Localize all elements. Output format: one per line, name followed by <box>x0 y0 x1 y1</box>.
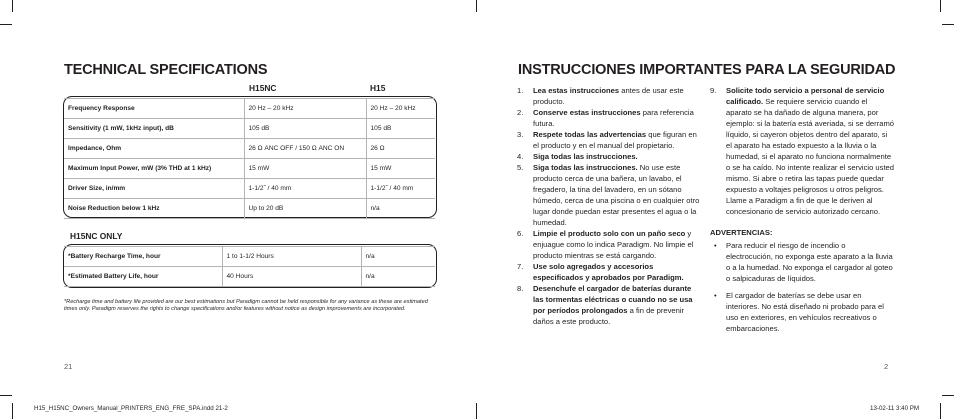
item-bold-text: Limpie el producto solo con un paño seco <box>533 229 686 238</box>
list-item <box>517 85 701 107</box>
spec-value-h15: 26 Ω <box>366 139 435 159</box>
item-bold-text: Siga todas las instrucciones. <box>533 152 638 161</box>
item-number: 3. <box>517 130 524 139</box>
crop-mark <box>12 403 13 419</box>
spec-value-h15: n/a <box>361 247 435 267</box>
spec-label: *Battery Recharge Time, hour <box>64 247 222 267</box>
table-row <box>64 99 435 119</box>
crop-mark <box>12 0 13 12</box>
item-text: a fin de prevenir daños a este producto. <box>533 306 685 326</box>
item-bold-text: Use solo agregados y accesorios especificados y aprobados por Paradigm. <box>533 262 684 282</box>
battery-footnote: *Recharge time and battery life provided are our best estimations but Paradigm cannot be held responsible for any variance as these are estimated times only. Paradigm reserves the rights to change specifications and/or features without notice as design improvements are incorporated. <box>64 299 428 312</box>
page-number-left: 21 <box>64 362 73 371</box>
item-bold-text: Respete todas las advertencias <box>533 130 647 139</box>
item-number: 7. <box>517 262 524 271</box>
spec-table <box>64 98 435 219</box>
spec-label: Noise Reduction below 1 kHz <box>64 199 244 219</box>
crop-mark <box>0 24 12 25</box>
list-item <box>517 162 701 228</box>
list-item <box>517 151 701 162</box>
footer-datetime: 13-02-11 3:40 PM <box>870 405 920 412</box>
item-bold-text: Solicite todo servicio a personal de servicio calificado. <box>726 86 885 106</box>
safety-list-col1 <box>517 85 701 327</box>
h15nc-only-table <box>64 246 435 287</box>
table-row <box>64 139 435 159</box>
warning-item <box>714 240 894 284</box>
item-number: 8. <box>517 284 524 293</box>
table-row <box>64 247 435 267</box>
spec-value-h15nc: 105 dB <box>244 119 366 139</box>
item-text: No use este producto cerca de una bañera, un lavabo, el fregadero, la tina del lavadero, en un sótano húmedo, cerca de una piscina o en cualquier otro lugar donde puedan estar presentes el agua o la humedad. <box>533 163 700 227</box>
item-number: 5. <box>517 163 524 172</box>
crop-mark <box>940 0 941 12</box>
spec-value-h15nc: 1-1/2˝ / 40 mm <box>244 179 366 199</box>
table-row <box>64 199 435 219</box>
table-row <box>64 267 435 287</box>
spec-value-h15nc: 40 Hours <box>222 267 361 287</box>
spec-value-h15: 15 mW <box>366 159 435 179</box>
item-bold-text: Lea estas instrucciones <box>533 86 620 95</box>
list-item <box>517 129 701 151</box>
page-number-right: 2 <box>884 362 889 371</box>
list-item <box>517 228 701 261</box>
crop-mark <box>942 395 954 396</box>
spec-label: *Estimated Battery Life, hour <box>64 267 222 287</box>
spec-value-h15nc: Up to 20 dB <box>244 199 366 219</box>
item-bold-text: Desenchufe el cargador de baterías durante las tormentas eléctricas o cuando no se usa por períodos prolongados <box>533 284 693 315</box>
item-text: que figuran en el producto y en el manual del propietario. <box>533 130 697 150</box>
safety-title: INSTRUCCIONES IMPORTANTES PARA LA SEGURIDAD <box>518 62 896 78</box>
spec-value-h15: 1-1/2˝ / 40 mm <box>366 179 435 199</box>
item-text: antes de usar este producto. <box>533 86 684 106</box>
column-header-h15: H15 <box>370 83 386 93</box>
bullet-icon: • <box>714 291 717 300</box>
column-header-h15nc: H15NC <box>249 83 277 93</box>
h15nc-only-title: H15NC ONLY <box>70 231 123 241</box>
item-number: 2. <box>517 108 524 117</box>
warning-text: El cargador de baterías se debe usar en interiores. No está diseñado ni probado para el uso en exteriores, en vehículos recreativos o embarcaciones. <box>726 291 884 333</box>
crop-mark <box>942 24 954 25</box>
list-item <box>517 261 701 283</box>
spec-value-h15: n/a <box>366 199 435 219</box>
warning-text: Para reducir el riesgo de incendio o electrocución, no exponga este aparato a la lluvia o a la humedad. No exponga el cargador al goteo o salpicaduras de líquidos. <box>726 241 893 283</box>
item-text: y enjuague como lo indica Paradigm. No limpie el producto mientras se está cargando. <box>533 229 694 260</box>
list-item <box>517 283 701 327</box>
safety-list-col2 <box>710 85 894 340</box>
item-number: 1. <box>517 86 524 95</box>
table-row <box>64 159 435 179</box>
spec-label: Maximum Input Power, mW (3% THD at 1 kHz) <box>64 159 244 179</box>
crop-mark <box>0 395 12 396</box>
item-text: para referencia futura. <box>533 108 694 128</box>
item-number: 6. <box>517 229 524 238</box>
footer-filename: H15_H15NC_Owners_Manual_PRINTERS_ENG_FRE_SPA.indd 21-2 <box>34 405 228 412</box>
spec-label: Impedance, Ohm <box>64 139 244 159</box>
crop-mark <box>476 0 477 12</box>
item-bold-text: Conserve estas instrucciones <box>533 108 641 117</box>
spec-label: Frequency Response <box>64 99 244 119</box>
spec-value-h15: 105 dB <box>366 119 435 139</box>
warnings-title: ADVERTENCIAS: <box>710 228 773 237</box>
item-number: 4. <box>517 152 524 161</box>
list-item <box>517 107 701 129</box>
table-row <box>64 179 435 199</box>
tech-specs-title: TECHNICAL SPECIFICATIONS <box>64 62 268 78</box>
item-text: Se requiere servicio cuando el aparato se ha dañado de alguna manera, por ejemplo: si la batería está averiada, si se derramó líquido, si cayeron objetos dentro del aparato, si el aparato ha estado expuesto a la lluvia o la humedad, si el aparato no funciona normalmente o se ha caído. No intente realizar el servicio usted mismo. Si abre o retira las tapas puede quedar expuesto a voltajes peligrosos u otros peligros. Llame a Paradigm a fin de que le deriven al concesionario de servicio autorizado cercano. <box>726 97 894 216</box>
spec-value-h15nc: 20 Hz – 20 kHz <box>244 99 366 119</box>
crop-mark <box>476 403 477 419</box>
spec-value-h15: 20 Hz – 20 kHz <box>366 99 435 119</box>
spec-value-h15nc: 1 to 1-1/2 Hours <box>222 247 361 267</box>
bullet-icon: • <box>714 241 717 250</box>
warning-item <box>714 290 894 334</box>
spec-value-h15nc: 26 Ω ANC OFF / 150 Ω ANC ON <box>244 139 366 159</box>
spec-label: Driver Size, in/mm <box>64 179 244 199</box>
table-row <box>64 119 435 139</box>
item-number: 9. <box>710 86 717 95</box>
spec-value-h15: n/a <box>361 267 435 287</box>
list-item <box>710 85 894 217</box>
spec-value-h15nc: 15 mW <box>244 159 366 179</box>
spec-label: Sensitivity (1 mW, 1kHz input), dB <box>64 119 244 139</box>
crop-mark <box>940 403 941 419</box>
item-bold-text: Siga todas las instrucciones. <box>533 163 638 172</box>
